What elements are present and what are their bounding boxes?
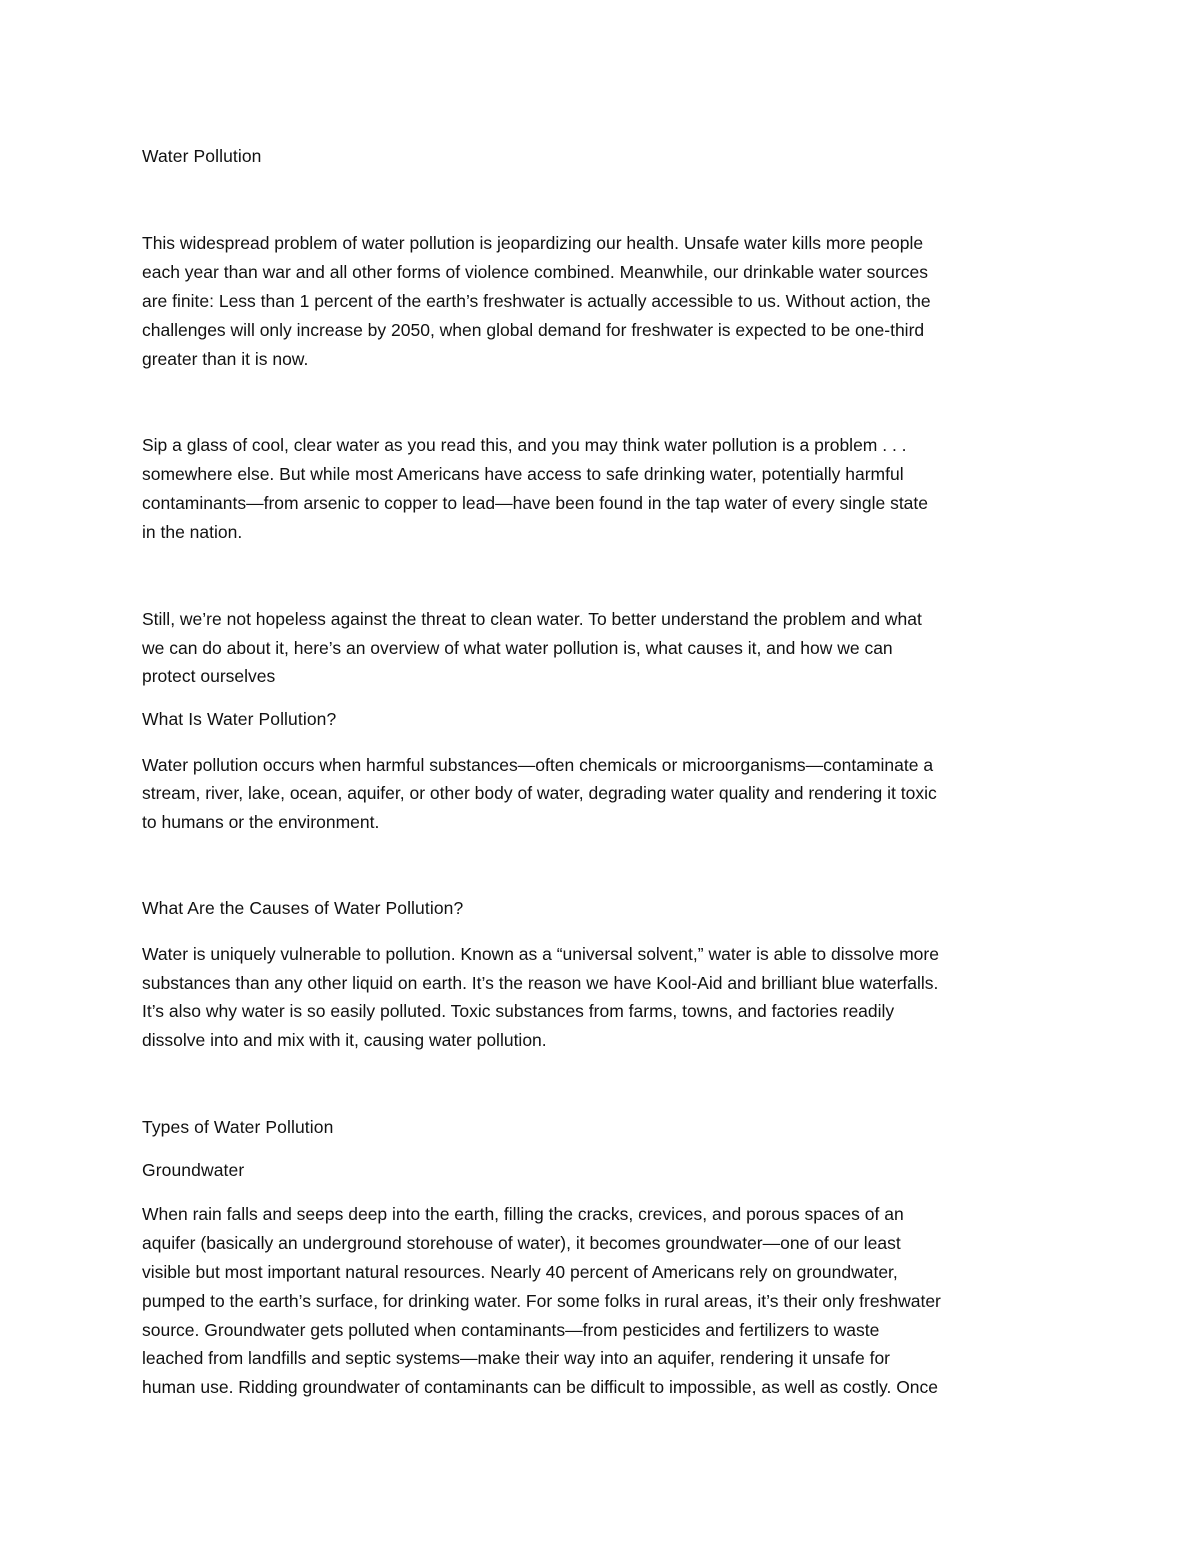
paragraph-line: visible but most important natural resources. Nearly 40 percent of Americans rely on groundwater, [142, 1262, 898, 1282]
paragraph-line: are finite: Less than 1 percent of the earth’s freshwater is actually accessible to us. Without action, the [142, 291, 931, 311]
section-heading-what-is: What Is Water Pollution? [142, 709, 337, 729]
paragraph-line: in the nation. [142, 522, 243, 542]
paragraph-line: to humans or the environment. [142, 812, 380, 832]
paragraph-line: contaminants—from arsenic to copper to lead—have been found in the tap water of every single state [142, 493, 929, 513]
paragraph-line: somewhere else. But while most Americans have access to safe drinking water, potentially harmful [142, 464, 904, 484]
paragraph-line: source. Groundwater gets polluted when contaminants—from pesticides and fertilizers to waste [142, 1320, 880, 1340]
paragraph-line: When rain falls and seeps deep into the earth, filling the cracks, crevices, and porous spaces of an [142, 1204, 904, 1224]
paragraph-line: substances than any other liquid on earth. It’s the reason we have Kool-Aid and brilliant blue waterfalls. [142, 973, 939, 993]
paragraph-line: dissolve into and mix with it, causing water pollution. [142, 1030, 547, 1050]
paragraph-line: pumped to the earth’s surface, for drinking water. For some folks in rural areas, it’s their only freshwater [142, 1291, 941, 1311]
paragraph-line: Water is uniquely vulnerable to pollution. Known as a “universal solvent,” water is able to dissolve more [142, 944, 939, 964]
paragraph-line: stream, river, lake, ocean, aquifer, or other body of water, degrading water quality and rendering it toxic [142, 783, 937, 803]
paragraph-line: we can do about it, here’s an overview of what water pollution is, what causes it, and how we can [142, 638, 893, 658]
paragraph-line: human use. Ridding groundwater of contaminants can be difficult to impossible, as well as costly. Once [142, 1377, 939, 1397]
paragraph-line: each year than war and all other forms of violence combined. Meanwhile, our drinkable water sources [142, 262, 928, 282]
paragraph-line: aquifer (basically an underground storehouse of water), it becomes groundwater—one of our least [142, 1233, 901, 1253]
document-title: Water Pollution [142, 146, 262, 166]
section-heading-causes: What Are the Causes of Water Pollution? [142, 898, 464, 918]
subheading-groundwater: Groundwater [142, 1160, 245, 1180]
section-heading-types: Types of Water Pollution [142, 1117, 334, 1137]
paragraph-line: This widespread problem of water pollution is jeopardizing our health. Unsafe water kills more people [142, 233, 924, 253]
paragraph-line: It’s also why water is so easily polluted. Toxic substances from farms, towns, and factories readily [142, 1001, 895, 1021]
paragraph-line: Sip a glass of cool, clear water as you read this, and you may think water pollution is a problem . . . [142, 435, 907, 455]
paragraph-line: protect ourselves [142, 666, 276, 686]
paragraph-line: challenges will only increase by 2050, when global demand for freshwater is expected to be one-third [142, 320, 925, 340]
paragraph-line: greater than it is now. [142, 349, 309, 369]
paragraph-line: Still, we’re not hopeless against the threat to clean water. To better understand the problem and what [142, 609, 922, 629]
paragraph-line: Water pollution occurs when harmful substances—often chemicals or microorganisms—contaminate a [142, 755, 934, 775]
paragraph-line: leached from landfills and septic systems—make their way into an aquifer, rendering it unsafe for [142, 1348, 891, 1368]
